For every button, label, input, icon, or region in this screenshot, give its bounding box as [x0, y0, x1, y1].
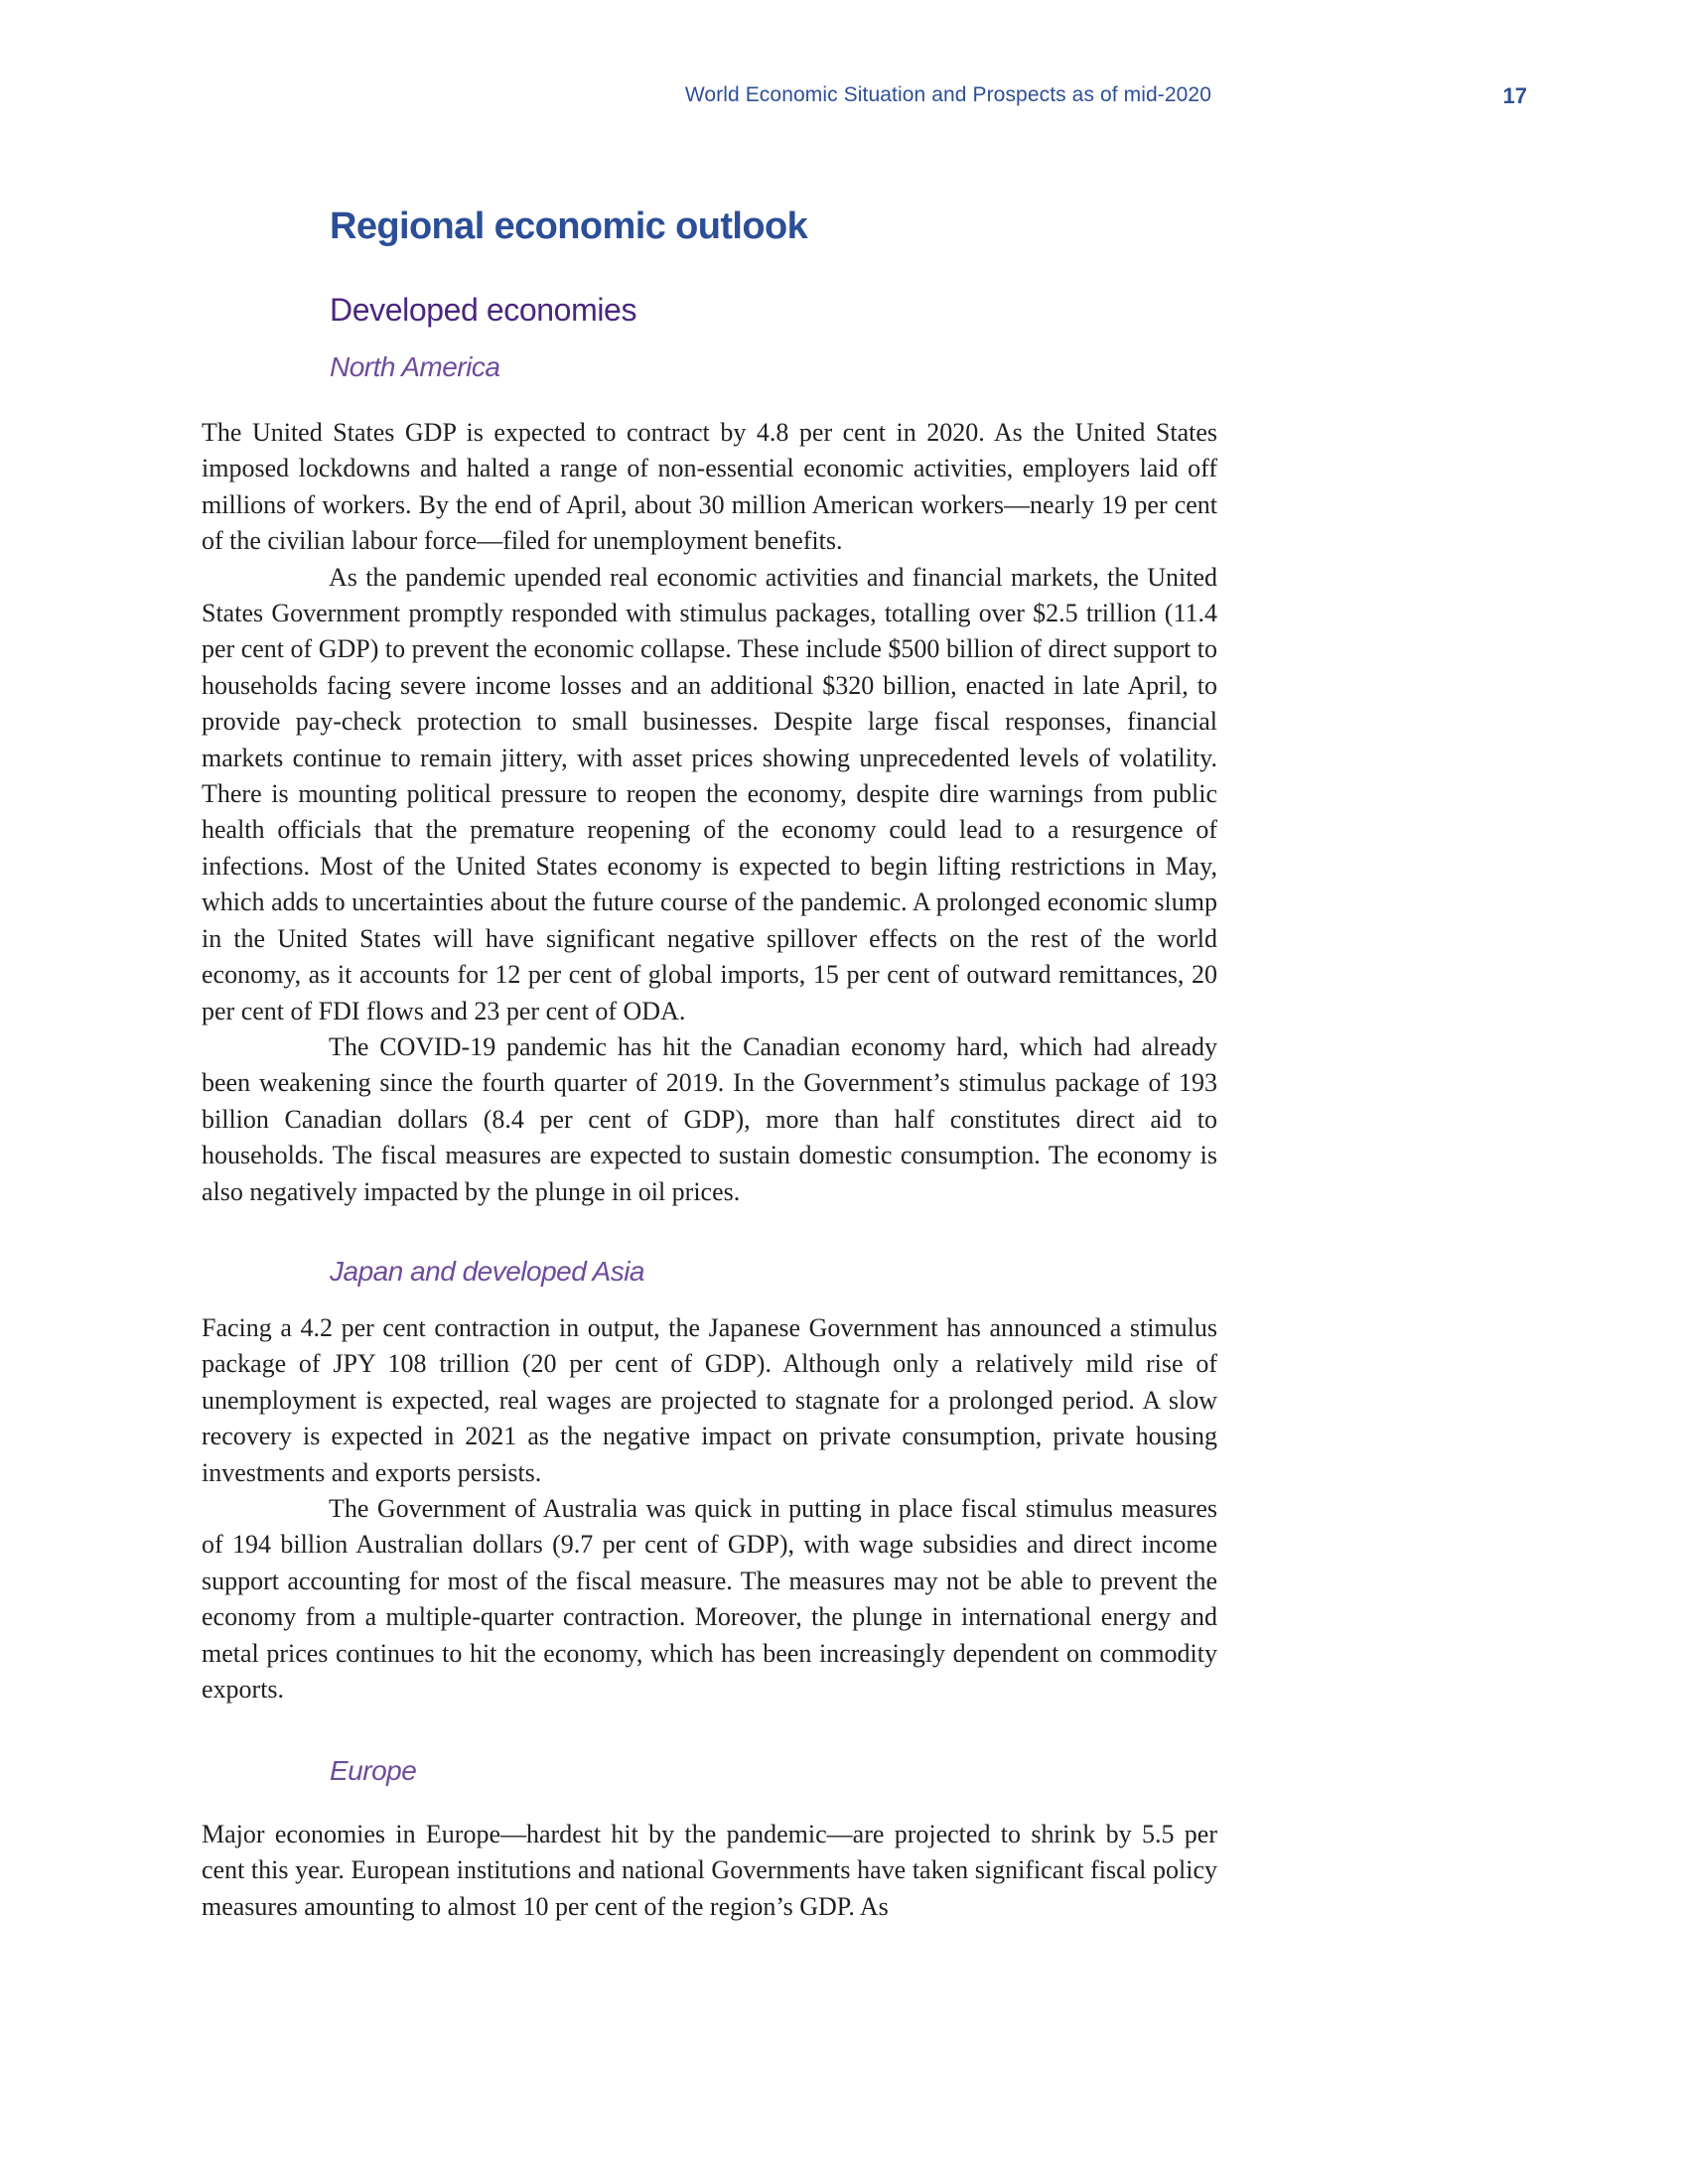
running-header-title: World Economic Situation and Prospects as of mid-2020	[684, 83, 1211, 106]
paragraph: The COVID-19 pandemic has hit the Canadian economy hard, which had already been weakening since the fourth quarter of 2019. In the Government’s stimulus package of 193 billion Canadian dollars (8.4 per cent of GDP), more than half constitutes direct aid to households. The fiscal measures are expected to sustain domestic consumption. The economy is also negatively impacted by the plunge in oil prices.	[202, 1031, 1217, 1206]
paragraph: Facing a 4.2 per cent contraction in output, the Japanese Government has announced a stimulus package of JPY 108 trillion (20 per cent of GDP). Although only a relatively mild rise of unemployment is expected, real wages are projected to stagnate for a prolonged period. A slow recovery is expected in 2021 as the negative impact on private consumption, private housing investments and exports persists.	[202, 1313, 1217, 1487]
sub-heading: Developed economies	[330, 292, 637, 328]
section-body-europe	[202, 1817, 1217, 1925]
page-number: 17	[1502, 83, 1527, 108]
section-heading-europe: Europe	[330, 1755, 417, 1786]
section-heading-japan-developed-asia: Japan and developed Asia	[330, 1256, 644, 1287]
section-body-japan-developed-asia	[202, 1310, 1217, 1707]
paragraph: The Government of Australia was quick in putting in place fiscal stimulus measures of 194 billion Australian dollars (9.7 per cent of GDP), with wage subsidies and direct income support accounting for most of the fiscal measure. The measures may not be able to prevent the economy from a multiple-quarter contraction. Moreover, the plunge in international energy and metal prices continues to hit the economy, which has been increasingly dependent on commodity exports.	[202, 1494, 1217, 1705]
paragraph: As the pandemic upended real economic activities and financial markets, the United States Government promptly responded with stimulus packages, totalling over $2.5 trillion (11.4 per cent of GDP) to prevent the economic collapse. These include $500 billion of direct support to households facing severe income losses and an additional $320 billion, enacted in late April, to provide pay-check protection to small businesses. Despite large fiscal responses, financial markets continue to remain jittery, with asset prices showing unprecedented levels of volatility. There is mounting political pressure to reopen the economy, despite dire warnings from public health officials that the premature reopening of the economy could lead to a resurgence of infections. Most of the United States economy is expected to begin lifting restrictions in May, which adds to uncertainties about the future course of the pandemic. A prolonged economic slump in the United States will have significant negative spillover effects on the rest of the world economy, as it accounts for 12 per cent of global imports, 15 per cent of outward remittances, 20 per cent of FDI flows and 23 per cent of ODA.	[202, 562, 1217, 1025]
section-body-north-america	[202, 415, 1217, 1210]
main-heading: Regional economic outlook	[330, 205, 808, 247]
paragraph: Major economies in Europe—hardest hit by the pandemic—are projected to shrink by 5.5 per cent this year. European institutions and national Governments have taken significant fiscal policy measures amounting to almost 10 per cent of the region’s GDP. As	[202, 1820, 1217, 1921]
paragraph: The United States GDP is expected to contract by 4.8 per cent in 2020. As the United States imposed lockdowns and halted a range of non-essential economic activities, employers laid off millions of workers. By the end of April, about 30 million American workers—nearly 19 per cent of the civilian labour force—filed for unemployment benefits.	[202, 418, 1217, 556]
section-heading-north-america: North America	[330, 351, 500, 382]
